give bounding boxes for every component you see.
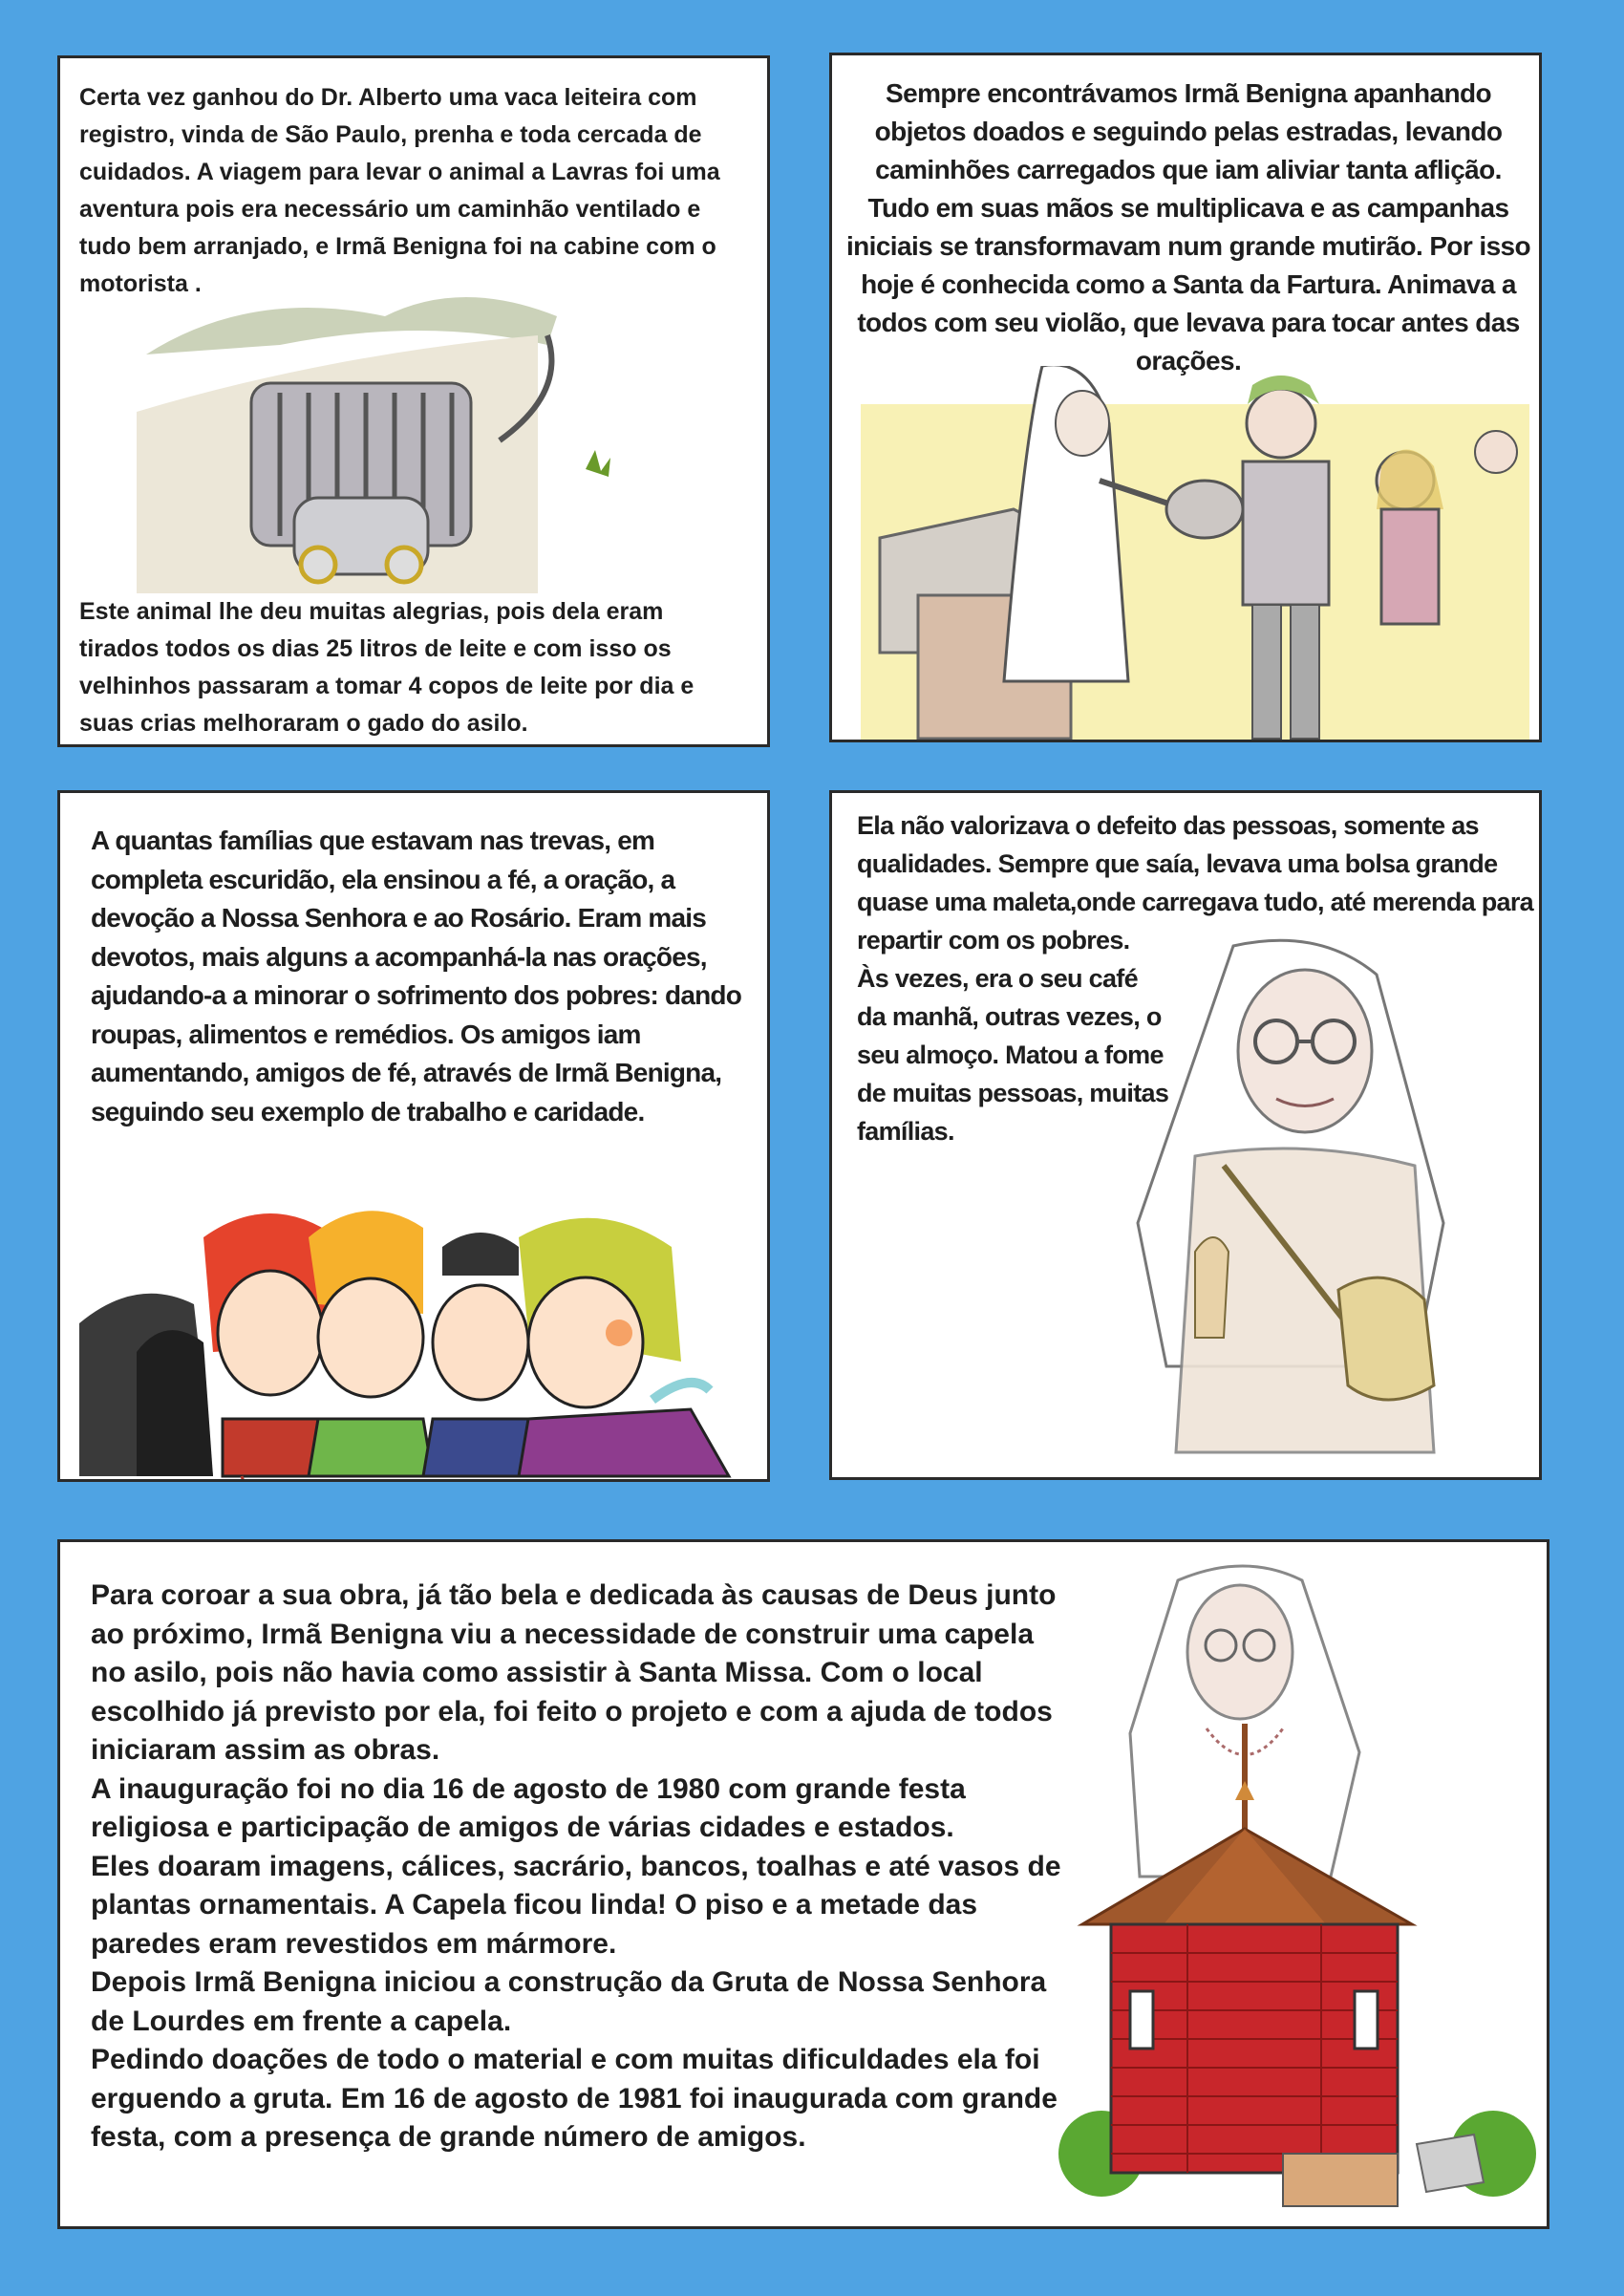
panel-text-top: Certa vez ganhou do Dr. Alberto uma vaca leiteira com registro, vinda de São Paulo, prenha e toda cercada de cuidados. A viagem para levar o animal a Lavras foi uma aventura pois era necessário um caminhão ventilado e tudo bem arranjado, e Irmã Benigna foi na cabine com o motorista . bbox=[79, 84, 720, 297]
panel-donations bbox=[829, 53, 1542, 742]
praying-people-illustration bbox=[79, 1199, 767, 1482]
panel-text-side: Às vezes, era o seu café da manhã, outras vezes, o seu almoço. Matou a fome de muitas pessoas, muitas famílias. bbox=[857, 964, 1169, 1146]
panel-text bbox=[91, 1577, 1075, 2157]
paragraph-4: Depois Irmã Benigna iniciou a construção da Gruta de Nossa Senhora de Lourdes em frente a capela. bbox=[91, 1966, 1047, 2037]
panel-text: Sempre encontrávamos Irmã Benigna apanhando objetos doados e seguindo pelas estradas, levando caminhões carregados que iam aliviar tanta aflição. Tudo em suas mãos se multiplicava e as campanhas iniciais se transformavam num grande mutirão. Por isso hoje é conhecida como a Santa da Fartura. Animava a todos com seu violão, que levava para tocar antes das orações. bbox=[845, 78, 1531, 376]
nun-with-bag-illustration bbox=[1071, 936, 1520, 1480]
paragraph-3: Eles doaram imagens, cálices, sacrário, bancos, toalhas e até vasos de plantas ornamentais. A Capela ficou linda! O piso e a metade das paredes eram revestidos em mármore. bbox=[91, 1850, 1061, 1960]
donation-illustration bbox=[861, 366, 1529, 742]
panel-text-bottom: Este animal lhe deu muitas alegrias, pois dela eram tirados todos os dias 25 litros de leite e com isso os velhinhos passaram a tomar 4 copos de leite por dia e suas crias melhoraram o gado do asilo. bbox=[79, 598, 694, 737]
paragraph-1: Para coroar a sua obra, já tão bela e dedicada às causas de Deus junto ao próximo, Irmã Benigna viu a necessidade de construir uma capela no asilo, pois não havia como assistir à Santa Missa. Com o local escolhido já previsto por ela, foi feito o projeto e com a ajuda de todos iniciaram assim as obras. bbox=[91, 1579, 1057, 1766]
panel-text: A quantas famílias que estavam nas trevas, em completa escuridão, ela ensinou a fé, a oração, a devoção a Nossa Senhora e ao Rosário. Eram mais devotos, mais alguns a acompanhá-la nas orações, ajudando-a a minorar o sofrimento dos pobres: dando roupas, alimentos e remédios. Os amigos iam aumentando, amigos de fé, através de Irmã Benigna, seguindo seu exemplo de trabalho e caridade. bbox=[91, 826, 742, 1127]
panel-text-top: Ela não valorizava o defeito das pessoas, somente as qualidades. Sempre que saía, levava uma bolsa grande quase uma maleta,onde carregava tudo, até merenda para repartir com os pobres. bbox=[857, 811, 1533, 955]
truck-illustration bbox=[137, 278, 672, 593]
panel-nun-bag bbox=[829, 790, 1542, 1480]
panel-truck bbox=[57, 55, 770, 747]
chapel-illustration bbox=[1054, 1561, 1541, 2221]
paragraph-2: A inauguração foi no dia 16 de agosto de 1980 com grande festa religiosa e participação de amigos de várias cidades e estados. bbox=[91, 1772, 966, 1843]
panel-praying bbox=[57, 790, 770, 1482]
panel-chapel bbox=[57, 1539, 1549, 2229]
paragraph-5: Pedindo doações de todo o material e com muitas dificuldades ela foi erguendo a gruta. Em 16 de agosto de 1981 foi inaugurada com grande festa, com a presença de grande número de amigos. bbox=[91, 2044, 1058, 2153]
